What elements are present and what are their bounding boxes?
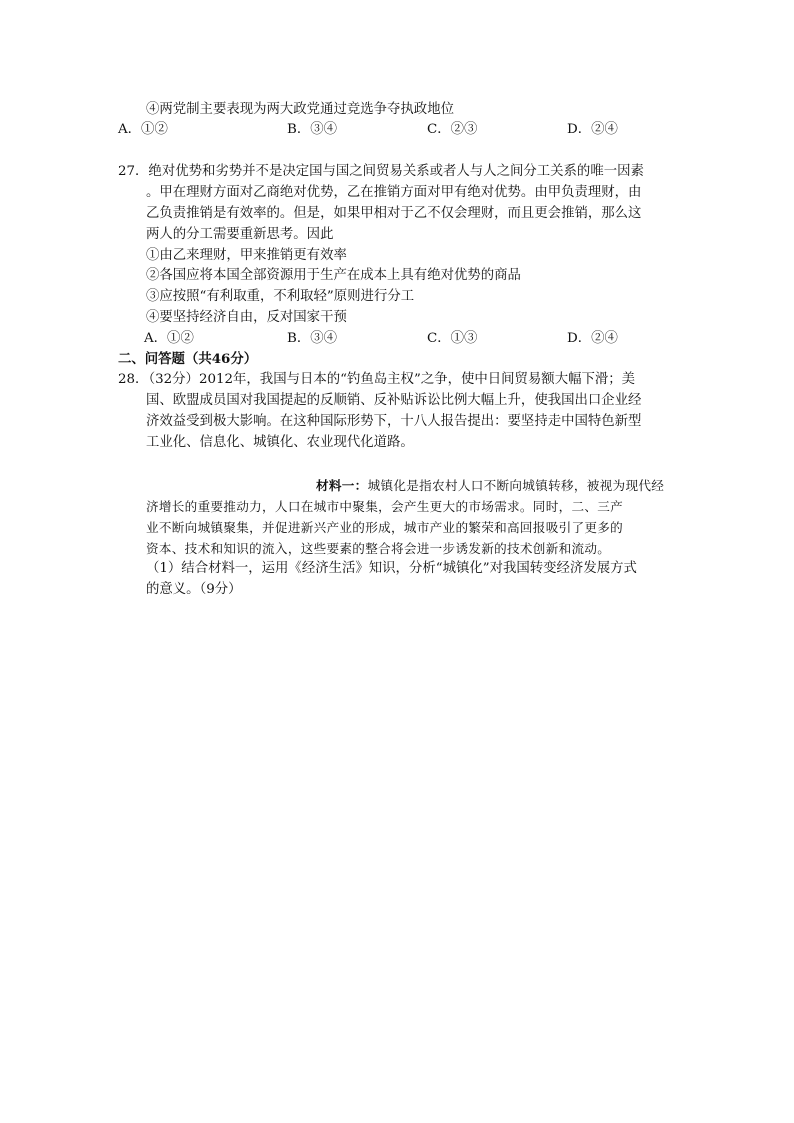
- q27-stem-line-1: 27．绝对优势和劣势并不是决定国与国之间贸易关系或者人与人之间分工关系的唯一因素: [118, 164, 644, 179]
- q28-stem-line-4: 工业化、信息化、城镇化、农业现代化道路。: [146, 435, 414, 450]
- q28-sub1-line-2: 的意义。（9分）: [146, 582, 242, 597]
- q27-stem-line-2: 。甲在理财方面对乙商绝对优势，乙在推销方面对甲有绝对优势。由甲负责理财，由: [146, 185, 642, 200]
- material-1-line-2: 济增长的重要推动力，人口在城市中聚集，会产生更大的市场需求。同时，二、三产: [146, 499, 624, 514]
- q26-option-c: C．②③: [427, 122, 478, 137]
- q27-stem-line-4: 两人的分工需要重新思考。因此: [146, 227, 334, 242]
- q27-option-c: C．①③: [427, 331, 478, 346]
- q26-option-d: D．②④: [567, 122, 618, 137]
- q27-item-3: ③应按照“有利取重，不利取轻”原则进行分工: [146, 289, 415, 304]
- q27-options: [0, 329, 794, 349]
- q27-option-a: A．①②: [144, 331, 194, 346]
- material-1-label: 材料一：: [316, 478, 368, 493]
- q26-options: [0, 120, 794, 140]
- section-heading: 二、问答题（共46分）: [118, 351, 258, 367]
- q28-sub1-line-1: （1）结合材料一，运用《经济生活》知识，分析“城镇化”对我国转变经济发展方式: [146, 561, 637, 576]
- q26-item-4: ④两党制主要表现为两大政党通过竞选争夺执政地位: [146, 102, 454, 117]
- q27-item-2: ②各国应将本国全部资源用于生产在成本上具有绝对优势的商品: [146, 268, 521, 283]
- material-1-line-3: 业不断向城镇聚集，并促进新兴产业的形成，城市产业的繁荣和高回报吸引了更多的: [146, 520, 624, 535]
- material-1-text-1: 城镇化是指农村人口不断向城镇转移，被视为现代经: [367, 478, 665, 493]
- q26-option-a: A．①②: [118, 122, 168, 137]
- q27-stem-line-3: 乙负责推销是有效率的。但是，如果甲相对于乙不仅会理财，而且更会推销，那么这: [146, 206, 642, 221]
- q27-item-1: ①由乙来理财，甲来推销更有效率: [146, 248, 347, 263]
- q27-option-b: B．③④: [287, 331, 338, 346]
- material-1-line-1: [316, 476, 664, 496]
- q28-stem-line-2: 国、欧盟成员国对我国提起的反顺销、反补贴诉讼比例大幅上升，使我国出口企业经: [146, 393, 642, 408]
- q28-stem-line-1: 28．（32分）2012年，我国与日本的“钓鱼岛主权”之争，使中日间贸易额大幅下滑；美: [118, 372, 636, 387]
- q27-item-4: ④要坚持经济自由，反对国家干预: [146, 310, 347, 325]
- q26-option-b: B．③④: [287, 122, 338, 137]
- material-1-line-4: 资本、技术和知识的流入，这些要素的整合将会进一步诱发新的技术创新和流动。: [146, 541, 611, 556]
- q28-stem-line-3: 济效益受到极大影响。在这种国际形势下，十八人报告提出：要坚持走中国特色新型: [146, 414, 642, 429]
- q27-option-d: D．②④: [567, 331, 618, 346]
